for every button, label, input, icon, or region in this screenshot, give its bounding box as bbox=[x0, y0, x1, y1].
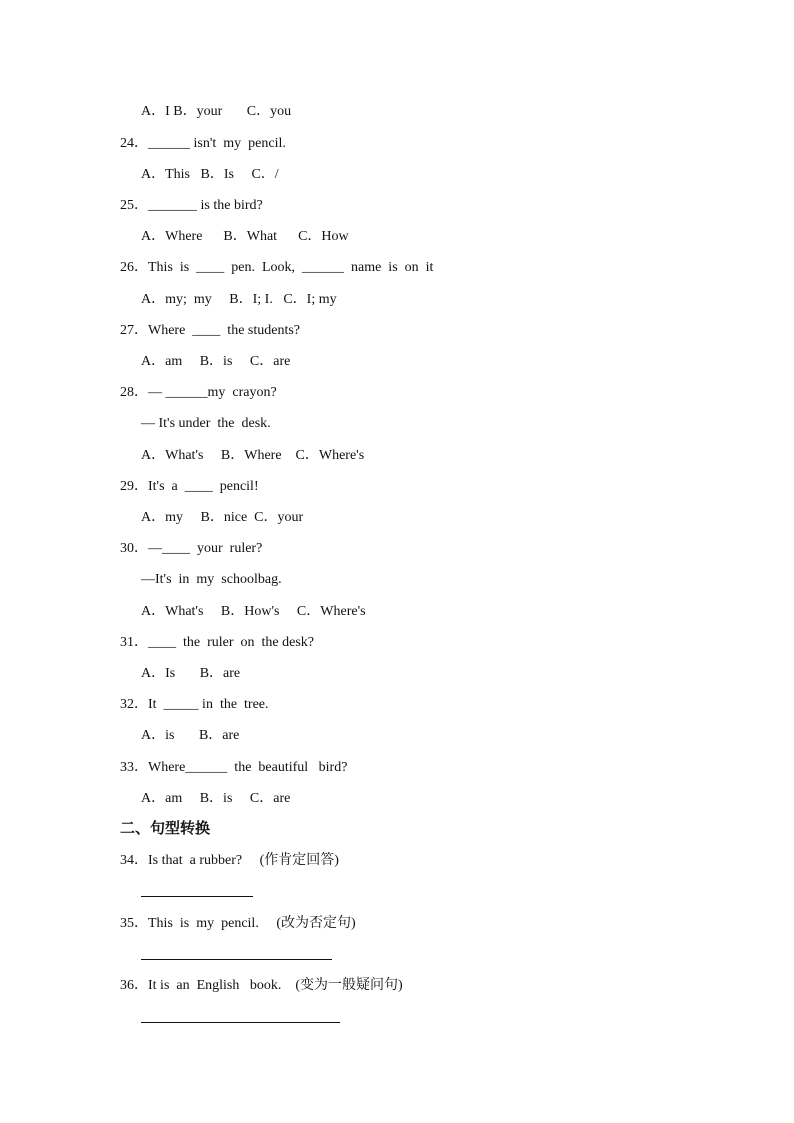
answer-line-34[interactable] bbox=[141, 896, 253, 897]
question-26: 26．This is ____ pen. Look, ______ name is on it bbox=[120, 260, 434, 275]
options-28: A．What's B．Where C．Where's bbox=[141, 448, 365, 463]
dialogue-30: —It's in my schoolbag. bbox=[141, 572, 282, 587]
question-29: 29．It's a ____ pencil! bbox=[120, 479, 259, 494]
question-25: 25．_______ is the bird? bbox=[120, 198, 263, 213]
options-25: A．Where B．What C．How bbox=[141, 229, 349, 244]
options-26: A．my; my B．I; I. C．I; my bbox=[141, 292, 337, 307]
question-33: 33．Where______ the beautiful bird? bbox=[120, 760, 348, 775]
question-30: 30．—____ your ruler? bbox=[120, 541, 263, 556]
question-34: 34．Is that a rubber? (作肯定回答) bbox=[120, 853, 339, 868]
options-23: A．I B．your C．you bbox=[141, 104, 292, 119]
question-27: 27．Where ____ the students? bbox=[120, 323, 301, 338]
options-24: A．This B．Is C．/ bbox=[141, 167, 279, 182]
question-36: 36．It is an English book. (变为一般疑问句) bbox=[120, 978, 403, 993]
question-28: 28．— ______my crayon? bbox=[120, 385, 277, 400]
options-32: A．is B．are bbox=[141, 728, 240, 743]
options-30: A．What's B．How's C．Where's bbox=[141, 604, 366, 619]
dialogue-28: — It's under the desk. bbox=[141, 416, 271, 431]
question-24: 24．______ isn't my pencil. bbox=[120, 136, 286, 151]
answer-line-35[interactable] bbox=[141, 959, 332, 960]
options-31: A．Is B．are bbox=[141, 666, 241, 681]
options-27: A．am B．is C．are bbox=[141, 354, 291, 369]
options-29: A．my B．nice C．your bbox=[141, 510, 304, 525]
options-33: A．am B．is C．are bbox=[141, 791, 291, 806]
question-31: 31．____ the ruler on the desk? bbox=[120, 635, 315, 650]
answer-line-36[interactable] bbox=[141, 1022, 340, 1023]
question-35: 35．This is my pencil. (改为否定句) bbox=[120, 916, 356, 931]
section-heading: 二、句型转换 bbox=[120, 821, 211, 837]
question-32: 32．It _____ in the tree. bbox=[120, 697, 269, 712]
